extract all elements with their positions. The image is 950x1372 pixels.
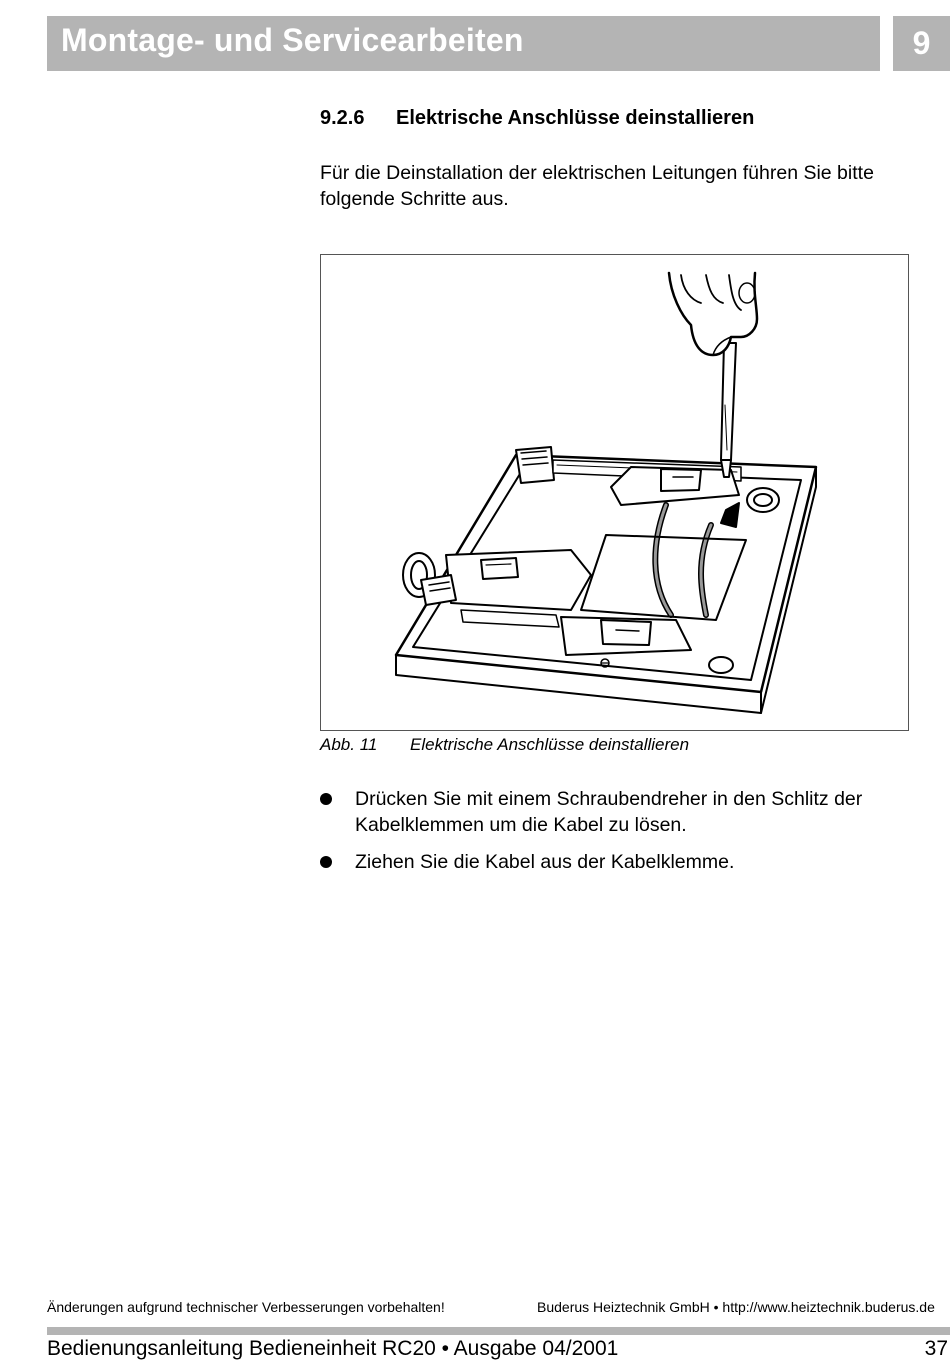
- chapter-title: Montage- und Servicearbeiten: [61, 22, 524, 58]
- bullet-icon: [320, 793, 332, 805]
- instruction-list: [320, 786, 948, 886]
- figure-caption: [320, 735, 689, 755]
- list-item-text: Drücken Sie mit einem Schraubendreher in den Schlitz der Kabelklemmen um die Kabel zu lösen.: [355, 788, 863, 836]
- figure-frame: [320, 254, 909, 731]
- section-title: Elektrische Anschlüsse deinstallieren: [396, 107, 755, 129]
- footer-divider: [47, 1327, 950, 1335]
- intro-paragraph: Für die Deinstallation der elektrischen Leitungen führen Sie bitte folgende Schritte aus.: [320, 162, 874, 210]
- list-item-text: Ziehen Sie die Kabel aus der Kabelklemme.: [355, 851, 735, 873]
- figure-caption-text: Elektrische Anschlüsse deinstallieren: [410, 735, 690, 754]
- chapter-header-bar: [47, 16, 880, 71]
- chapter-number: 9: [893, 16, 950, 71]
- page-number: 37: [924, 1337, 948, 1360]
- section-heading: [320, 107, 754, 130]
- figure-label: Abb. 11: [320, 735, 378, 754]
- footer-document-title: Bedienungsanleitung Bedieneinheit RC20 • Ausgabe 04/2001: [47, 1337, 619, 1360]
- section-number: 9.2.6: [320, 107, 365, 129]
- bullet-icon: [320, 856, 332, 868]
- footer-note: Änderungen aufgrund technischer Verbesserungen vorbehalten!: [47, 1299, 445, 1315]
- screwdriver-terminal-illustration-icon: [321, 255, 908, 730]
- footer-company: Buderus Heiztechnik GmbH • http://www.heiztechnik.buderus.de: [537, 1299, 935, 1315]
- list-item: [320, 849, 948, 875]
- list-item: [320, 786, 948, 838]
